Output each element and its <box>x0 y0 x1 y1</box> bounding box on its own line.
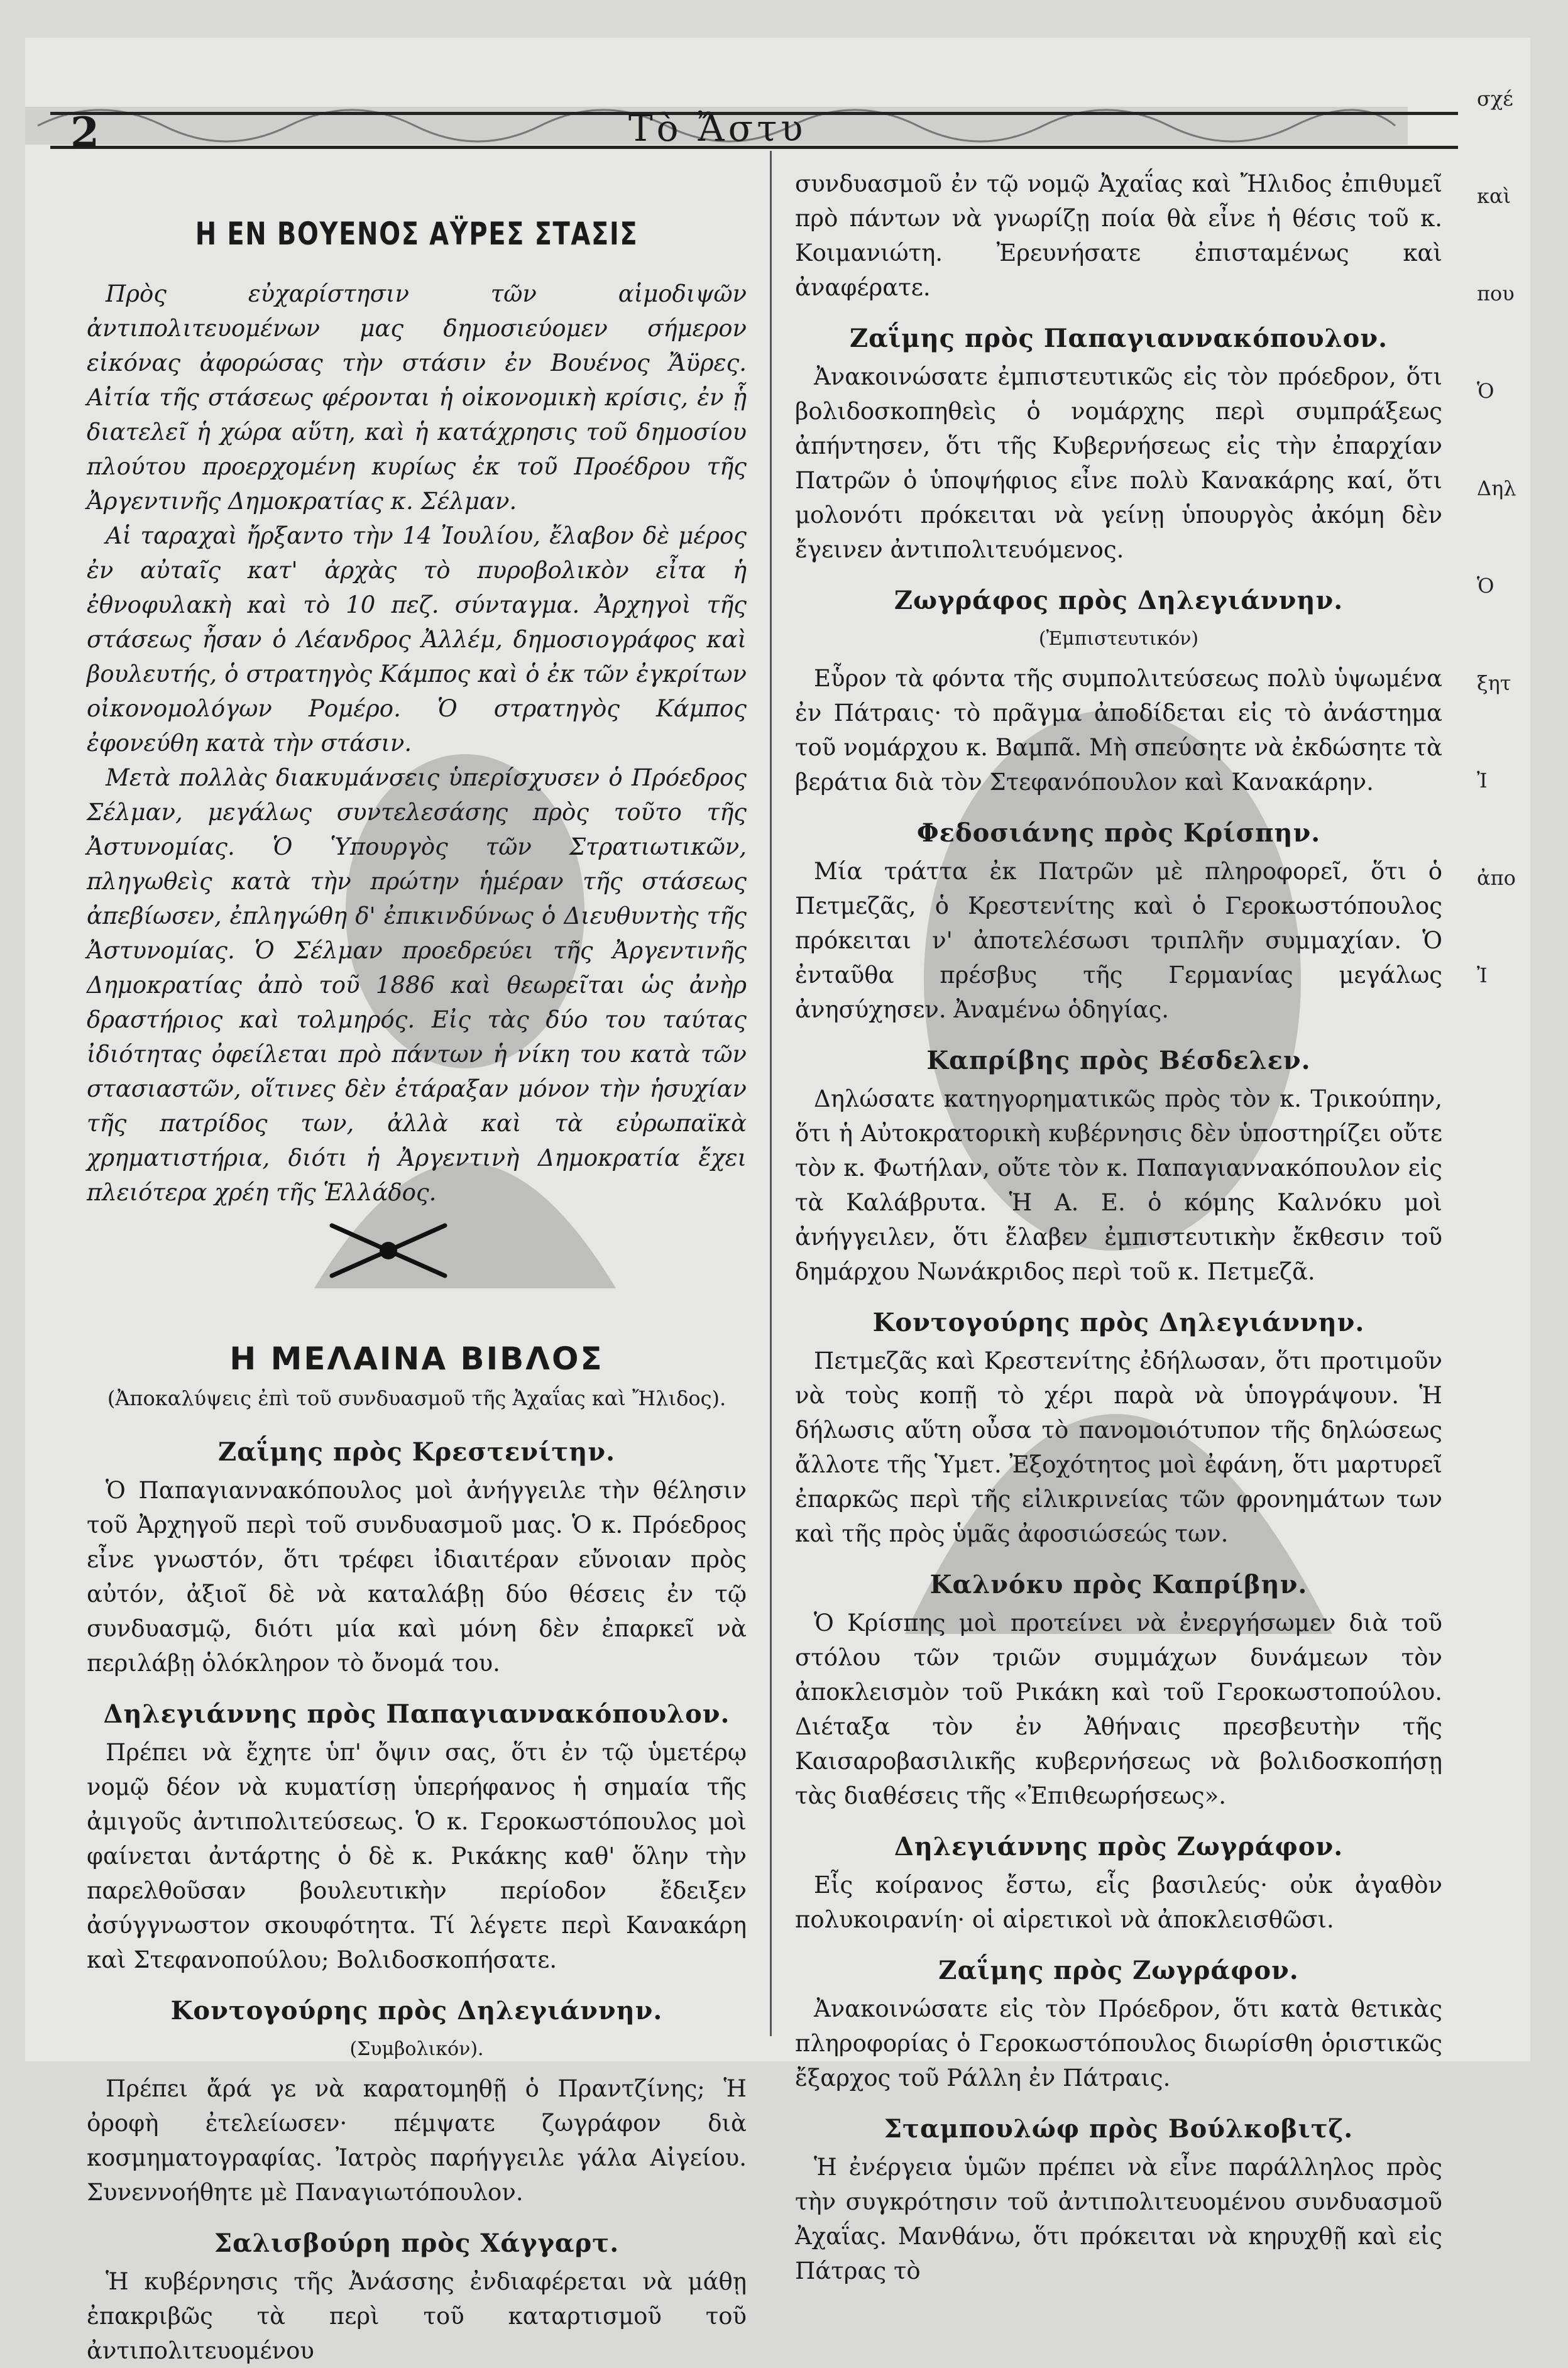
article-title: Καπρίβης πρὸς Βέσδελεν. <box>926 1046 1311 1075</box>
article-text: Ὁ Παπαγιαννακόπουλος μοὶ ἀνήγγειλε τὴν θέλησιν τοῦ Ἀρχηγοῦ περὶ τοῦ συνδυασμοῦ μας. Ὁ κ. Πρόεδρος εἶνε γνωστόν, ὅτι τρέφει ἰδιαιτέραν εὔνοιαν πρὸς αὐτόν, ἀξιοῖ δὲ νὰ καταλάβῃ δύο θέσεις ἐν τῷ συνδυασμῷ, διότι μία καὶ μόνη δὲν ἐπαρκεῖ νὰ περιλάβῃ ὁλόκληρον τὸ ὄνομά του. <box>87 1477 747 1677</box>
edge-fragment: που <box>1477 282 1515 305</box>
masthead: Τὸ Ἄστυ <box>628 107 807 150</box>
edge-fragment: Ἰ <box>1477 769 1488 792</box>
article-title: Καλνόκυ πρὸς Καπρίβην. <box>929 1570 1308 1599</box>
article-title: Ζαΐμης πρὸς Παπαγιαννακόπουλον. <box>849 324 1388 353</box>
article-title: Κοντογούρης πρὸς Δηλεγιάννην. <box>872 1308 1365 1337</box>
edge-fragment: καὶ <box>1477 184 1511 208</box>
article-title: Ζαΐμης πρὸς Κρεστενίτην. <box>217 1437 615 1467</box>
article-text: Ἀνακοινώσατε εἰς τὸν Πρόεδρον, ὅτι κατὰ θετικὰς πληροφορίας ὁ Γεροκωστόπουλος διωρίσθη ὁριστικῶς ἔξαρχος τοῦ Ράλλη ἐν Πάτραις. <box>795 1995 1442 2091</box>
crossed-swords-emblem <box>87 1216 747 1291</box>
article-text: Δηλώσατε κατηγορηματικῶς πρὸς τὸν κ. Τρικούπην, ὅτι ἡ Αὐτοκρατορικὴ κυβέρνησις δὲν ὑποστηρίζει οὔτε τὸν κ. Φωτήλαν, οὔτε τὸν κ. Παπαγιαννακόπουλον εἰς τὰ Καλάβρυτα. Ἡ Α. Ε. ὁ κόμης Καλνόκυ μοὶ ἀνήγγειλεν, ὅτι ἔλαβεν ἐμπιστευτικὴν ἔκθεσιν τοῦ δημάρχου Νωνάκριδος περὶ τοῦ κ. Πετμεζᾶ. <box>795 1085 1442 1285</box>
right-column <box>795 167 1442 2288</box>
article-text: Πρέπει νὰ ἔχητε ὑπ' ὄψιν σας, ὅτι ἐν τῷ ὑμετέρῳ νομῷ δέον νὰ κυματίσῃ ὑπερήφανος ἡ σημαία τῆς ἀμιγοῦς ἀντιπολιτεύσεως. Ὁ κ. Γεροκωστόπουλος μοὶ φαίνεται ἀντάρτης ὁ δὲ κ. Ρικάκης καθ' ὅλην τὴν παρελθοῦσαν βουλευτικὴν περίοδον ἔδειξεν ἀσύγγνωστον σκουφότητα. Τί λέγετε περὶ Κανακάρη καὶ Στεφανοπούλου; Βολιδοσκοπήσατε. <box>87 1739 747 1973</box>
article-title: Ζωγράφος πρὸς Δηλεγιάννην. <box>894 586 1344 615</box>
headline-buenos-aires: Η ΕΝ ΒΟΥΕΝΟΣ ΑΫΡΕΣ ΣΤΑΣΙΣ <box>195 216 639 252</box>
page-number: 2 <box>70 108 99 157</box>
story-paragraph: Πρὸς εὐχαρίστησιν τῶν αἱμοδιψῶν ἀντιπολιτευομένων μας δημοσιεύομεν σήμερον εἰκόνας ἀφορώσας τὴν στάσιν ἐν Βουένος Ἄϋρες. Αἰτία τῆς στάσεως φέρονται ἡ οἰκονομικὴ κρίσις, ἐν ᾗ διατελεῖ ἡ χώρα αὕτη, καὶ ἡ κατάχρησις τοῦ δημοσίου πλούτου προερχομένη κυρίως ἐκ τοῦ Προέδρου τῆς Ἀργεντινῆς Δημοκρατίας κ. Σέλμαν. <box>87 280 747 515</box>
story-paragraph: Μετὰ πολλὰς διακυμάνσεις ὑπερίσχυσεν ὁ Πρόεδρος Σέλμαν, μεγάλως συντελεσάσης πρὸς τοῦτο τῆς Ἀστυνομίας. Ὁ Ὑπουργὸς τῶν Στρατιωτικῶν, πληγωθεὶς κατὰ τὴν πρώτην ἡμέραν τῆς στάσεως ἀπεβίωσεν, ἐπληγώθη δ' ἐπικινδύνως ὁ Διευθυντὴς τῆς Ἀστυνομίας. Ὁ Σέλμαν προεδρεύει τῆς Ἀργεντινῆς Δημοκρατίας ἀπὸ τοῦ 1886 καὶ θεωρεῖται ὡς ἀνὴρ δραστήριος καὶ τολμηρός. Εἰς τὰς δύο του ταύτας ἰδιότητας ὀφείλεται πρὸ πάντων ἡ νίκη του κατὰ τῶν στασιαστῶν, οἵτινες δὲν ἐτάραξαν μόνον τὴν ἡσυχίαν τῆς πατρίδος των, ἀλλὰ καὶ τὰ εὐρωπαϊκὰ χρηματιστήρια, διότι ἡ Ἀργεντινὴ Δημοκρατία ἔχει πλειότερα χρέη τῆς Ἑλλάδος. <box>87 764 747 1206</box>
edge-fragment: Ἰ <box>1477 963 1488 987</box>
section-title-black-book: Η ΜΕΛΑΙΝΑ ΒΙΒΛΟΣ <box>229 1340 604 1377</box>
article-title: Δηλεγιάννης πρὸς Παπαγιαννακόπουλον. <box>103 1699 730 1729</box>
next-page-edge-text <box>1477 82 1565 1056</box>
edge-fragment: ἀπο <box>1477 866 1516 890</box>
article-title: Φεδοσιάνης πρὸς Κρίσπην. <box>916 818 1321 848</box>
article-title: Κοντογούρης πρὸς Δηλεγιάννην. <box>170 1996 663 2025</box>
edge-fragment: σχέ <box>1477 87 1513 111</box>
swords-icon <box>326 1216 451 1285</box>
article-title: Σαλισβούρη πρὸς Χάγγαρτ. <box>214 2228 620 2258</box>
article-text: Ἀνακοινώσατε ἐμπιστευτικῶς εἰς τὸν πρόεδρον, ὅτι βολιδοσκοπηθεὶς ὁ νομάρχης περὶ συμπράξεως ἀπήντησεν, ὅτι τῆς Κυβερνήσεως εἰς τὴν ἐπαρχίαν Πατρῶν ὁ ὑποψήφιος εἶνε πολὺ Κανακάρης καί, ὅτι μολονότι πρόκειται νὰ γείνῃ ὑπουργὸς ἀκόμη δὲν ἔγεινεν ἀντιπολιτευόμενος. <box>795 363 1442 563</box>
left-column <box>87 217 747 2368</box>
story-paragraph: Αἱ ταραχαὶ ἤρξαντο τὴν 14 Ἰουλίου, ἔλαβον δὲ μέρος ἐν αὐταῖς κατ' ἀρχὰς τὸ πυροβολικὸν εἶτα ἡ ἐθνοφυλακὴ καὶ τὸ 10 πεζ. σύνταγμα. Ἀρχηγοὶ τῆς στάσεως ἦσαν ὁ Λέανδρος Ἀλλέμ, δημοσιογράφος καὶ βουλευτής, ὁ στρατηγὸς Κάμπος καὶ ὁ ἐκ τῶν ἐγκρίτων οἰκονομολόγων Ρομέρο. Ὁ στρατηγὸς Κάμπος ἐφονεύθη κατὰ τὴν στάσιν. <box>87 522 747 757</box>
article-text-continued: συνδυασμοῦ ἐν τῷ νομῷ Ἀχαΐας καὶ Ἤλιδος ἐπιθυμεῖ πρὸ πάντων νὰ γνωρίζῃ ποία θὰ εἶνε ἡ θέσις τοῦ κ. Κοιμανιώτη. Ἐρευνήσατε ἐπισταμένως καὶ ἀναφέρατε. <box>795 170 1442 301</box>
article-text: Πρέπει ἄρά γε νὰ καρατομηθῇ ὁ Πραντζίνης; Ἡ ὀροφὴ ἐτελείωσεν· πέμψατε ζωγράφον διὰ κοσμηματογραφίας. Ἰατρὸς παρήγγειλε γάλα Αἰγείου. Συνεννοήθητε μὲ Παναγιωτόπουλον. <box>87 2075 747 2206</box>
article-title: Ζαΐμης πρὸς Ζωγράφον. <box>938 1956 1299 1985</box>
article-note: (Ἐμπιστευτικόν) <box>1038 628 1199 650</box>
article-title: Σταμπουλώφ πρὸς Βούλκοβιτζ. <box>884 2114 1354 2144</box>
article-text: Εὗρον τὰ φόντα τῆς συμπολιτεύσεως πολὺ ὑψωμένα ἐν Πάτραις· τὸ πρᾶγμα ἀποδίδεται εἰς τὸ ἀνάστημα τοῦ νομάρχου κ. Βαμπᾶ. Μὴ σπεύσητε νὰ ἐκδώσητε τὰ βεράτια διὰ τὸν Στεφανόπουλον καὶ Κανακάρην. <box>795 665 1442 796</box>
edge-fragment: Ὁ <box>1477 574 1494 598</box>
article-text: Μία τράττα ἐκ Πατρῶν μὲ πληροφορεῖ, ὅτι ὁ Πετμεζᾶς, ὁ Κρεστενίτης καὶ ὁ Γεροκωστόπουλος πρόκειται ν' ἀποτελέσωσι τριπλῆν συμμαχίαν. Ὁ ἐνταῦθα πρέσβυς τῆς Γερμανίας μεγάλως ἀνησύχησεν. Ἀναμένω ὁδηγίας. <box>795 858 1442 1023</box>
section-subtitle: (Ἀποκαλύψεις ἐπὶ τοῦ συνδυασμοῦ τῆς Ἀχαΐας καὶ Ἤλιδος). <box>107 1386 726 1410</box>
article-text: Ὁ Κρίσπης μοὶ προτείνει νὰ ἐνεργήσωμεν διὰ τοῦ στόλου τῶν τριῶν συμμάχων δυνάμεων τὸν ἀποκλεισμὸν τοῦ Ρικάκη καὶ τοῦ Γεροκωστοπούλου. Διέταξα τὸν ἐν Ἀθήναις πρεσβευτὴν τῆς Καισαροβασιλικῆς κυβερνήσεως νὰ βολιδοσκοπήσῃ τὰς διαθέσεις τῆς «Ἐπιθεωρήσεως». <box>795 1609 1442 1809</box>
article-text: Ἡ ἐνέργεια ὑμῶν πρέπει νὰ εἶνε παράλληλος πρὸς τὴν συγκρότησιν τοῦ ἀντιπολιτευομένου συνδυασμοῦ Ἀχαΐας. Μανθάνω, ὅτι πρόκειται νὰ κηρυχθῇ καὶ εἰς Πάτρας τὸ <box>795 2154 1442 2284</box>
edge-fragment: Δηλ <box>1477 476 1516 500</box>
article-title: Δηλεγιάννης πρὸς Ζωγράφον. <box>894 1832 1344 1861</box>
edge-fragment: Ὁ <box>1477 379 1494 403</box>
article-note: (Συμβολικόν). <box>349 2038 484 2060</box>
article-text: Πετμεζᾶς καὶ Κρεστενίτης ἐδήλωσαν, ὅτι προτιμοῦν νὰ τοὺς κοπῇ τὸ χέρι παρὰ νὰ ὑπογράψουν. Ἡ δήλωσις αὕτη οὖσα τὸ πανομοιότυπον τῆς δηλώσεως ἄλλοτε τῆς Ὑμετ. Ἐξοχότητος μοὶ ἐφάνη, ὅτι μαρτυρεῖ ἐπαρκῶς περὶ τῆς εἰλικρινείας τῶν φρονημάτων των καὶ τῆς πρὸς ὑμᾶς ἀφοσιώσεώς των. <box>795 1347 1442 1547</box>
article-text: Εἷς κοίρανος ἔστω, εἷς βασιλεύς· οὐκ ἀγαθὸν πολυκοιρανίη· οἱ αἱρετικοὶ νὰ ἀποκλεισθῶσι. <box>795 1872 1442 1933</box>
edge-fragment: ξητ <box>1477 671 1511 695</box>
article-text: Ἡ κυβέρνησις τῆς Ἀνάσσης ἐνδιαφέρεται νὰ μάθῃ ἐπακριβῶς τὰ περὶ τοῦ καταρτισμοῦ τοῦ ἀντιπολιτευομένου <box>87 2268 747 2364</box>
column-divider <box>770 151 772 2036</box>
